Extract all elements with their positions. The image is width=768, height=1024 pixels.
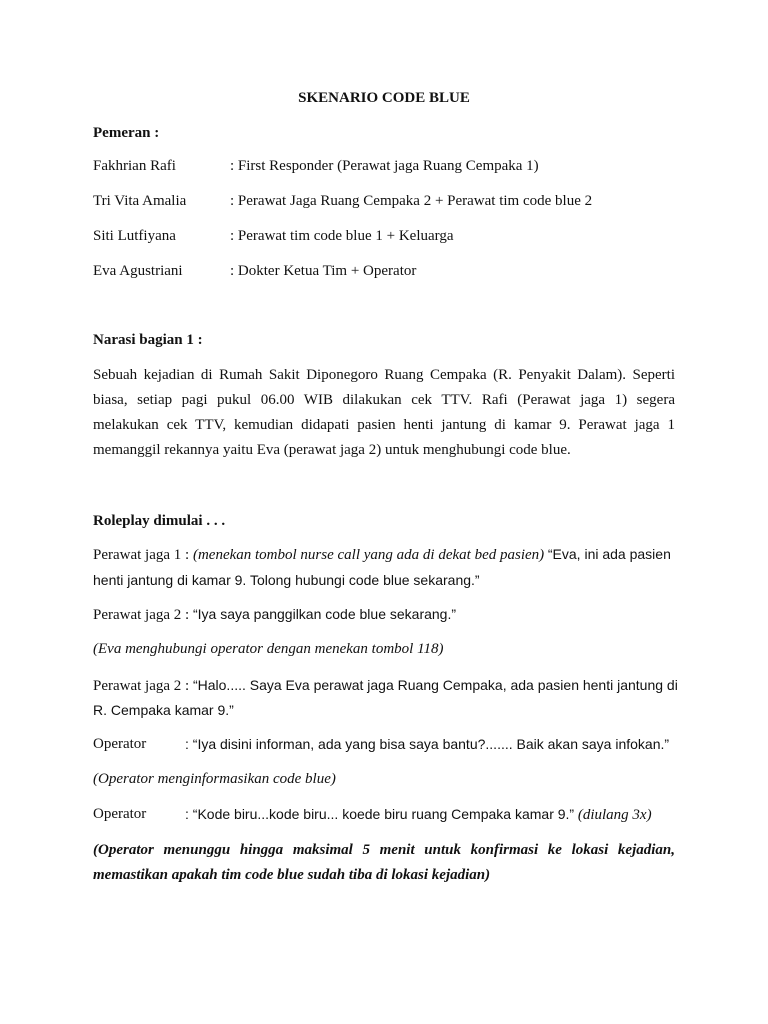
cast-name: Eva Agustriani (93, 263, 183, 279)
dialog-continuation: henti jantung di kamar 9. Tolong hubungi code blue sekarang.” (93, 572, 480, 588)
dialog-line (93, 675, 678, 696)
stage-direction: (Operator menunggu hingga maksimal 5 menit untuk konfirmasi ke lokasi kejadian, (93, 842, 675, 858)
dialog-line (93, 604, 456, 625)
speaker-label: Perawat jaga 2 : (93, 607, 190, 623)
cast-role: : Dokter Ketua Tim + Operator (230, 263, 417, 279)
cast-role: : Perawat tim code blue 1 + Keluarga (230, 228, 454, 244)
cast-name: Siti Lutfiyana (93, 228, 176, 244)
dialog-line (185, 804, 652, 825)
cast-role: : Perawat Jaga Ruang Cempaka 2 + Perawat tim code blue 2 (230, 193, 593, 209)
dialog-speech: : “Kode biru...kode biru... koede biru ruang Cempaka kamar 9.” (185, 806, 575, 822)
cast-name: Tri Vita Amalia (93, 193, 187, 209)
narration-line: Sebuah kejadian di Rumah Sakit Diponegoro Ruang Cempaka (R. Penyakit Dalam). Seperti (93, 367, 675, 383)
narration-heading: Narasi bagian 1 : (93, 332, 203, 348)
stage-direction: memastikan apakah tim code blue sudah tiba di lokasi kejadian) (93, 867, 491, 883)
stage-direction: (diulang 3x) (577, 807, 652, 823)
speaker-label: Operator (93, 736, 147, 752)
stage-direction: (Operator menginformasikan code blue) (93, 771, 336, 787)
speaker-label: Perawat jaga 2 : (93, 678, 190, 694)
speaker-label: Operator (93, 806, 147, 822)
stage-direction: (Eva menghubungi operator dengan menekan tombol 118) (93, 641, 444, 657)
roleplay-heading: Roleplay dimulai . . . (93, 513, 226, 529)
speaker-label: Perawat jaga 1 : (93, 547, 190, 563)
stage-direction: (menekan tombol nurse call yang ada di dekat bed pasien) (192, 547, 545, 563)
cast-role: : First Responder (Perawat jaga Ruang Cempaka 1) (230, 158, 539, 174)
narration-line: melakukan cek TTV, kemudian didapati pasien henti jantung di kamar 9. Perawat jaga 1 (93, 417, 675, 433)
dialog-continuation: R. Cempaka kamar 9.” (93, 702, 234, 718)
dialog-line (93, 544, 671, 565)
dialog-speech: “Halo..... Saya Eva perawat jaga Ruang Cempaka, ada pasien henti jantung di (192, 677, 678, 693)
cast-name: Fakhrian Rafi (93, 158, 176, 174)
document-title: SKENARIO CODE BLUE (298, 90, 470, 106)
dialog-speech: “Iya saya panggilkan code blue sekarang.” (192, 606, 457, 622)
narration-line: biasa, setiap pagi pukul 06.00 WIB dilakukan cek TTV. Rafi (Perawat jaga 1) segera (93, 392, 675, 408)
narration-line: memanggil rekannya yaitu Eva (perawat jaga 2) untuk menghubungi code blue. (93, 442, 571, 458)
dialog-speech: “Eva, ini ada pasien (547, 546, 671, 562)
dialog-speech: : “Iya disini informan, ada yang bisa saya bantu?....... Baik akan saya infokan.” (185, 736, 670, 752)
cast-heading: Pemeran : (93, 125, 160, 141)
